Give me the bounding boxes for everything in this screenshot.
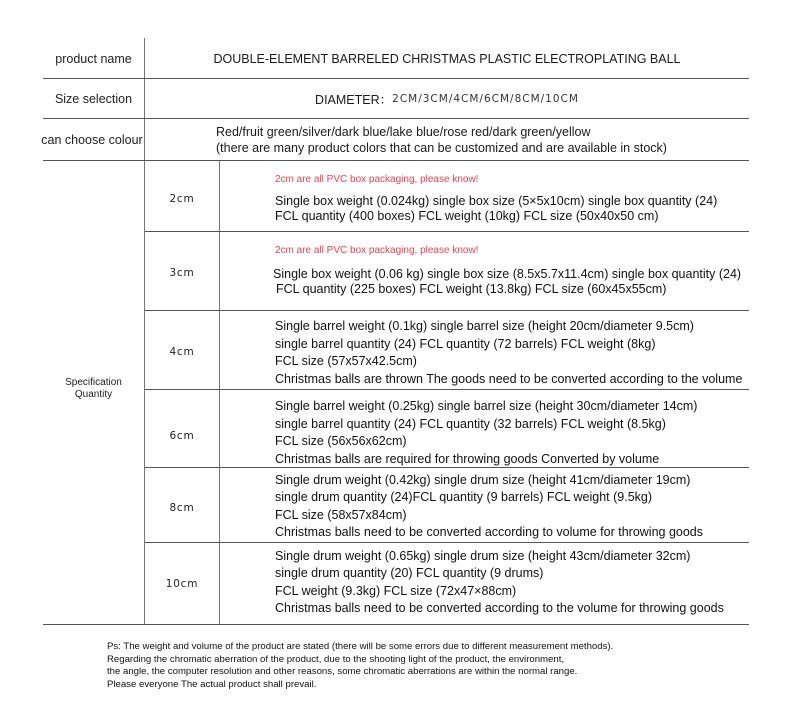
spec-line: single barrel quantity (24) FCL quantity (32 barrels) FCL weight (8.5kg) [275, 416, 666, 431]
spec-row-2cm [275, 172, 717, 225]
colour-options: Red/fruit green/silver/dark blue/lake blue/rose red/dark green/yellow [216, 124, 591, 139]
spec-size-6cm: 6cm [169, 430, 195, 442]
spec-line: FCL size (58x57x84cm) [275, 507, 407, 522]
spec-size-3cm: 3cm [169, 267, 195, 279]
spec-line: single barrel quantity (24) FCL quantity (72 barrels) FCL weight (8kg) [275, 336, 656, 351]
colour-label-text: can choose colour [41, 132, 143, 147]
spec-row-divider [145, 310, 749, 311]
spec-line: Single barrel weight (0.25kg) single barrel size (height 30cm/diameter 14cm) [275, 399, 698, 413]
colour-note: (there are many product colors that can be customized and are available in stock) [216, 140, 667, 155]
size-selection-label-text: Size selection [54, 91, 133, 106]
spec-line: Single drum weight (0.42kg) single drum size (height 41cm/diameter 19cm) [275, 473, 691, 487]
spec-line: Single barrel weight (0.1kg) single barrel size (height 20cm/diameter 9.5cm) [275, 319, 694, 333]
specification-label [43, 374, 144, 404]
spec-row-8cm [275, 472, 703, 541]
size-selection-label [43, 79, 144, 118]
spec-line: FCL size (57x57x42.5cm) [275, 354, 417, 368]
product-name-value [145, 40, 749, 78]
spec-line: Christmas balls are thrown The goods need to be converted according to the volume [275, 371, 743, 386]
spec-row-3cm [273, 243, 741, 298]
pvc-notice: 2cm are all PVC box packaging, please know! [275, 174, 479, 185]
product-name-label [43, 40, 144, 78]
spec-line: Christmas balls need to be converted according to the volume for throwing goods [275, 600, 724, 615]
spec-row-4cm [275, 318, 742, 388]
colour-label [40, 119, 144, 160]
pvc-notice: 2cm are all PVC box packaging, please know! [275, 245, 479, 256]
row-divider [43, 624, 749, 625]
spec-line: Single box weight (0.024kg) single box size (5×5x10cm) single box quantity (24) [275, 193, 718, 208]
spec-row-divider [145, 542, 749, 543]
spec-line: Christmas balls are required for throwing goods Converted by volume [275, 451, 660, 466]
spec-line: single drum quantity (24)FCL quantity (9 barrels) FCL weight (9.5kg) [275, 490, 653, 505]
row-divider [43, 160, 749, 161]
specification-label-line2: Quantity [74, 389, 113, 400]
product-name-text: DOUBLE-ELEMENT BARRELED CHRISTMAS PLASTIC ELECTROPLATING BALL [213, 52, 681, 66]
note-line: the angle, the computer resolution and other reasons, some chromatic aberrations are within the normal range. [107, 666, 578, 678]
note-line: Please everyone The actual product shall prevail. [107, 678, 317, 690]
colour-value [145, 119, 749, 160]
spec-row-10cm [275, 548, 724, 617]
spec-row-divider [145, 389, 749, 390]
spec-row-divider [145, 231, 749, 232]
spec-line: FCL weight (9.3kg) FCL size (72x47×88cm) [275, 583, 517, 598]
spec-line: single drum quantity (20) FCL quantity (9 drums) [275, 566, 544, 581]
note-line: Ps: The weight and volume of the product are stated (there will be some errors due to different measurement methods). [107, 641, 614, 652]
spec-line: FCL quantity (225 boxes) FCL weight (13.8kg) FCL size (60x45x55cm) [276, 282, 667, 296]
diameter-values: 2CM/3CM/4CM/6CM/8CM/10CM [392, 92, 579, 105]
spec-size-2cm: 2cm [169, 193, 195, 205]
spec-line: Christmas balls need to be converted according to volume for throwing goods [275, 524, 704, 539]
spec-line: Single drum weight (0.65kg) single drum size (height 43cm/diameter 32cm) [275, 549, 691, 563]
spec-size-8cm: 8cm [169, 502, 195, 514]
spec-size-10cm: 10cm [165, 578, 199, 590]
size-selection-value [145, 79, 749, 118]
column-divider-size [219, 160, 220, 624]
spec-line: FCL size (56x56x62cm) [275, 434, 407, 448]
product-name-label-text: product name [55, 52, 132, 66]
spec-row-6cm [275, 398, 697, 468]
disclaimer-notes [107, 641, 613, 691]
diameter-prefix: DIAMETER： [315, 92, 393, 107]
spec-size-4cm: 4cm [169, 346, 195, 358]
note-line: Regarding the chromatic aberration of the product, due to the shooting light of the product, the environment, [107, 653, 565, 665]
specification-label-line1: Specification [65, 376, 122, 388]
spec-line: Single box weight (0.06 kg) single box size (8.5x5.7x11.4cm) single box quantity (24) [273, 266, 742, 281]
spec-line: FCL quantity (400 boxes) FCL weight (10kg) FCL size (50x40x50 cm) [275, 209, 659, 223]
